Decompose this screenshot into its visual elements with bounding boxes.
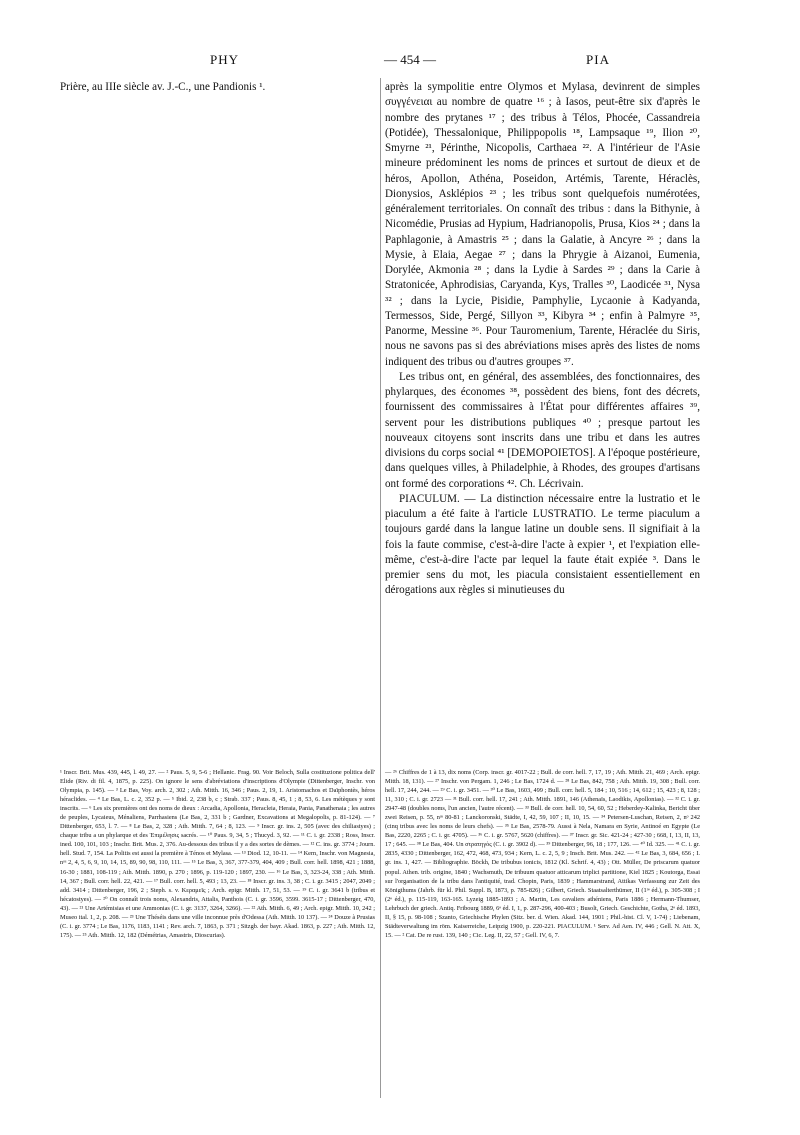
right-paragraph-2: Les tribus ont, en général, des assemblées, des fonctionnaires, des phylarques, des économes ³⁸, possèdent des biens, font des décrets, fournissent des commissaires à l'État pour différentes affaires ³⁹, servent pour les distributions publiques ⁴⁰ ; presque partout les nouveaux citoyens sont inscrits dans une tribu et dans les autres divisions du corps social ⁴¹ [DEMOPOIETOS]. A l'époque postérieure, dans quelques villes, à Philadelphie, à Rhodes, des groupes d'artisans ont formé des corporations ⁴². Ch. Lécrivain. [385, 370, 700, 490]
footnotes-right [385, 768, 700, 940]
right-column [385, 80, 700, 599]
column-divider [380, 78, 381, 1098]
left-paragraph-1: Prière, au IIIe siècle av. J.-C., une Pandionis ¹. [60, 81, 266, 93]
right-paragraph-1: après la sympolitie entre Olymos et Mylasa, devinrent de simples συγγένειαι au nombre de quatre ¹⁶ ; à Iasos, peut-être six d'après le nombre des prytanes ¹⁷ ; des tribus à Télos, Phocée, Cassandreia (Potidée), Thessalonique, Philippopolis ¹⁸, Lampsaque ¹⁹, Ilion ²⁰, Smyrne ²¹, Périnthe, Nicopolis, Carthaea ²². A l'intérieur de l'Asie mineure prédominent les noms de princes et surtout de dieux et de héros, Apollon, Athéna, Poseidon, Artémis, Tarente, Héraclès, Dionysios, Asklépios ²³ ; les tribus sont quelquefois numérotées, généralement territoriales. On connaît des tribus : dans la Bithynie, à Nicomédie, Prusias ad Hypium, Hadrianopolis, Prusa, Kios ²⁴ ; dans la Paphlagonie, à Amastris ²⁵ ; dans la Galatie, à Ancyre ²⁶ ; dans la Mysie, à Elaia, Aegae ²⁷ ; dans la Phrygie à Aizanoi, Eumenia, Dorylée, Akmonia ²⁸ ; dans la Lydie à Sardes ²⁹ ; dans la Carie à Stratonicée, Aphrodisias, Caryanda, Kys, Tralles ³⁰, Laodicée ³¹, Nysa ³² ; dans la Lycie, Pisidie, Pamphylie, Lycaonie à Kadyanda, Termessos, Side, Pergé, Sillyon ³³, Kibyra ³⁴ ; enfin à Palmyre ³⁵, Panorme, Messine ³⁶. Pour Tauromenium, Tarente, Héraclée du Siris, nous ne savons pas si des abréviations mises après des listes de noms indiquent des tribus ou d'autres groupes ³⁷. [385, 81, 700, 368]
page-header [60, 52, 760, 74]
page-number: — 454 — [384, 52, 436, 67]
footnote-text-right: — ²⁶ Chiffres de 1 à 13, dix noms (Corp. inscr. gr. 4017-22 ; Bull. de corr. hell. 7, 17, 19 ; Ath. Mitth. 21, 469 ; Arch. epigr. Mitth. 18, 131). — ²⁷ Inschr. von Pergam. 1, 246 ; Le Bas, 1724 d. — ²⁸ Le Bas, 842, 758 ; Ath. Mitth. 19, 308 ; Bull. corr. hell. 17, 244, 244. — ²⁹ C. i. gr. 3451. — ³⁰ Le Bas, 1603, 499 ; Bull. corr. hell. 5, 184 ; 10, 516 ; 14, 612 ; 15, 423 ; 8, 128 ; 11, 310 ; C. i. gr. 2723 — ³¹ Bull. corr. hell. 17, 241 ; Ath. Mitth. 1891, 146 (Athenaïs, Laodikis, Apollonias). — ³² C. i. gr. 2947-48 (doubles noms, l'un ancien, l'autre récent). — ³³ Bull. de corr. hell. 10, 54, 60, 52 ; Heberdey-Kalinka, Bericht über zwei Reisen, p. 55, nᵒˢ 80-81 ; Lanckoronski, Städte, I, 42, 59, 107 ; II, 10, 15. — ³⁴ Petersen-Luschan, Reisen, 2, nᵒ 242 (cinq tribus avec les noms de leurs chefs). — ³⁵ Le Bas, 2578-79. Aussi à Nela, Namara en Syrie, Antinoé en Egypte (Le Bas, 2220, 2265 ; C. i. gr. 4705). — ³⁶ C. i. gr. 5767, 5620 (chiffres). — ³⁷ Inscr. gr. Sic. 421-24 ; 427-30 ; 668, I, 13, II, 13, 17 ; 645. — ³⁸ Le Bas, 404. Un στρατηγὸς (C. i. gr. 3902 d). — ³⁹ Dittenberger, 96, 18 ; 177, 126. — ⁴⁰ Id. 325. — ⁴¹ C. i. gr. 2835, 4330 ; Dittenberger, 162, 472, 468, 473, 934 ; Kern, L. c. 2, 5, 9 ; Insch. Brit. Mus. 242. — ⁴² Le Bas, 3, 684, 656 ; I. gr. ins. 1, 427. — Bibliographie. Böckh, De tribubus ionicis, 1812 (Kl. Schrif. 4, 43) ; Ott. Müller, De priscarum quatuor popul. Athen. trib. origine, 1840 ; Wachsmuth, De tribuum quatuor atticarum triplici partitione, Kiel 1825 ; Koutorga, Essai sur l'organisation de la tribu dans l'antiquité, trad. Chopin, Paris, 1839 ; Hammarstrand, Attikas Verfassung zur Zeit des Königthums (Jahrb. für kl. Phil. Suppl. B, 1873, p. 785-826) ; Gilbert, Griech. Staatsalterthümer, II (1ʳᵉ éd.), p. 305-308 ; I (2ᵉ éd.), p. 115-119, 163-165. Lyzeig 1885-1893 ; A. Martin, Les cavaliers athéniens, Paris 1886 ; Hermann-Thumser, Lehrbuch der griech. Antiq. Fribourg 1889, 6ᵉ éd. I, 1, p. 287-296, 400-403 ; Busolt, Griech. Geschichte, Gotha, 2ᵉ éd. 1893, II, § 15, p. 98-108 ; Szanto, Griechische Phylen (Sitz. ber. d. Wien. Akad. 144, 1901 ; Phil.-hist. Cl. V, 1-74) ; Liebenam, Städteverwaltung im röm. Kaiserreiche, Leipzig 1900, p. 220-221. PIACULUM. ¹ Serv. Ad Aen. IV, 446 ; Gell. N. Att. X, 15. — ² Cat. De re rust. 139, 140 ; Cic. Leg. II, 22, 57 ; Gell. IV, 6, 7. [385, 769, 700, 939]
running-head-right: PIA [586, 52, 610, 67]
running-head-left: PHY [210, 52, 240, 67]
footnote-text-left: ¹ Inscr. Brit. Mus. 439, 445, l. 49, 27. — ² Paus. 5, 9, 5-6 ; Hellanic. Frag. 90. Voir Beloch, Sulla costituzione politica dell' Elide (Riv. di fil. 4, 1875, p. 225). On ignore le sens d'abréviations d'inscriptions d'Olympie (Dittenberger, Inschr. von Olympia, p. 145). — ³ Le Bas, Voy. arch. 2, 302 ; Ath. Mitth. 16, 346 ; Paus. 2, 19, 1. Aristomachos et Daïphontès, héros héraclides. — ⁴ Le Bas, L. c. 2, 352 p. — ⁵ Ibid. 2, 238 b, c ; Strab. 337 ; Paus. 8, 45, 1 ; 8, 53, 6. Les métèques y sont inscrits. — ⁶ Les six premières ont des noms de dieux : Arcadia, Apollonia, Heracleia, Heraia, Pania, Panathenaia ; les autres de peuples, Lycaieus, Ménaliens, Parrhasiens (Le Bas, 2, 331 b ; Gardner, Excavations at Megalopolis, p. 81-124). — ⁷ Dittenberger, 653, l. 7. — ⁸ Le Bas, 2, 328 ; Ath. Mitth. 7, 64 ; 8, 123. — ⁹ Inscr. gr. ins. 2, 505 (avec des chiliastyes) ; chaque tribu a un phylarque et des Ἐπιμέλησις sacrés. — ¹⁰ Paus. 9, 34, 5 ; Thucyd. 3, 92. — ¹¹ C. i. gr. 2338 ; Ross, Inscr. ined. 100, 101, 103 ; Inschr. Brit. Mus. 2, 376. Au-dessous des tribus il y a des sortes de dèmes. — ¹² C. ins. gr. 3774 ; Journ. hell. Stud. 7, 154. La Politis est aussi la première à Ténos et Mylasa. — ¹³ Diod. 12, 10-11. — ¹⁴ Kern, Inschr. von Magnesia, nᵒˢ 2, 4, 5, 6, 9, 10, 14, 15, 89, 90, 98, 110, 111. — ¹⁵ Le Bas, 3, 367, 377-379, 404, 409 ; Bull. corr. hell. 1898, 421 ; 1888, 16-30 ; 1881, 108-119 ; Ath. Mitth. 1890, p. 270 ; 1896, p. 119-120 ; 1897, 230. — ¹⁶ Le Bas, 3, 323-24, 338 ; Ath. Mitth. 14, 367 ; Bull. corr. hell. 22, 421. — ¹⁷ Bull. corr. hell. 5, 493 ; 13, 23. — ¹⁸ Inscr. gr. ins. 3, 38 ; C. i. gr. 3415 ; 2047, 2049 ; add. 3414 ; Dittenberger, 196, 2 ; Steph. s. v. Κεραμεῖς ; Arch. epigr. Mitth. 17, 51, 53. — ¹⁹ C. i. gr. 3641 b (tribus et hécatostyes). — ²⁰ On connaît trois noms, Alexandris, Attalis, Panthois (C. i. gr. 3596, 3599. 3615-17 ; Dittenberger, 470, 43). — ²¹ Une Artémisias et une Ammonias (C. i. gr. 3137, 3264, 3266). — ²² Ath. Mitth. 6, 49 ; Arch. epigr. Mitth. 10, 242 ; Museo ital. 1, 2, p. 208. — ²³ Une Théséis dans une ville inconnue près d'Odessa (Ath. Mitth. 10 137). — ²⁴ Douze à Prusias (C. i. gr. 3774 ; Le Bas, 1176, 1183, 1141 ; Rev. arch. 7, 1863, p. 371 ; Sitzgb. der bayr. Akad. 1863, p. 227 ; Ath. Mitth. 12, 175). — ²⁵ Ath. Mitth. 12, 182 (Démétrias, Amastris, Dioscurias). [60, 769, 375, 939]
left-column [60, 80, 375, 95]
footnotes-left [60, 768, 375, 940]
piaculum-entry: PIACULUM. — La distinction nécessaire entre la lustratio et le piaculum a été faite à l'article LUSTRATIO. Le terme piaculum a toujours gardé dans la langue latine un double sens. Il signifiait à la fois la faute commise, c'est-à-dire l'acte à expier ¹, et l'expiation elle-même, c'est-à-dire l'acte par lequel la faute était expiée ³. Dans le premier sens du mot, les piacula consistaient essentiellement en dérogations aux règles si minutieuses du [385, 492, 700, 597]
